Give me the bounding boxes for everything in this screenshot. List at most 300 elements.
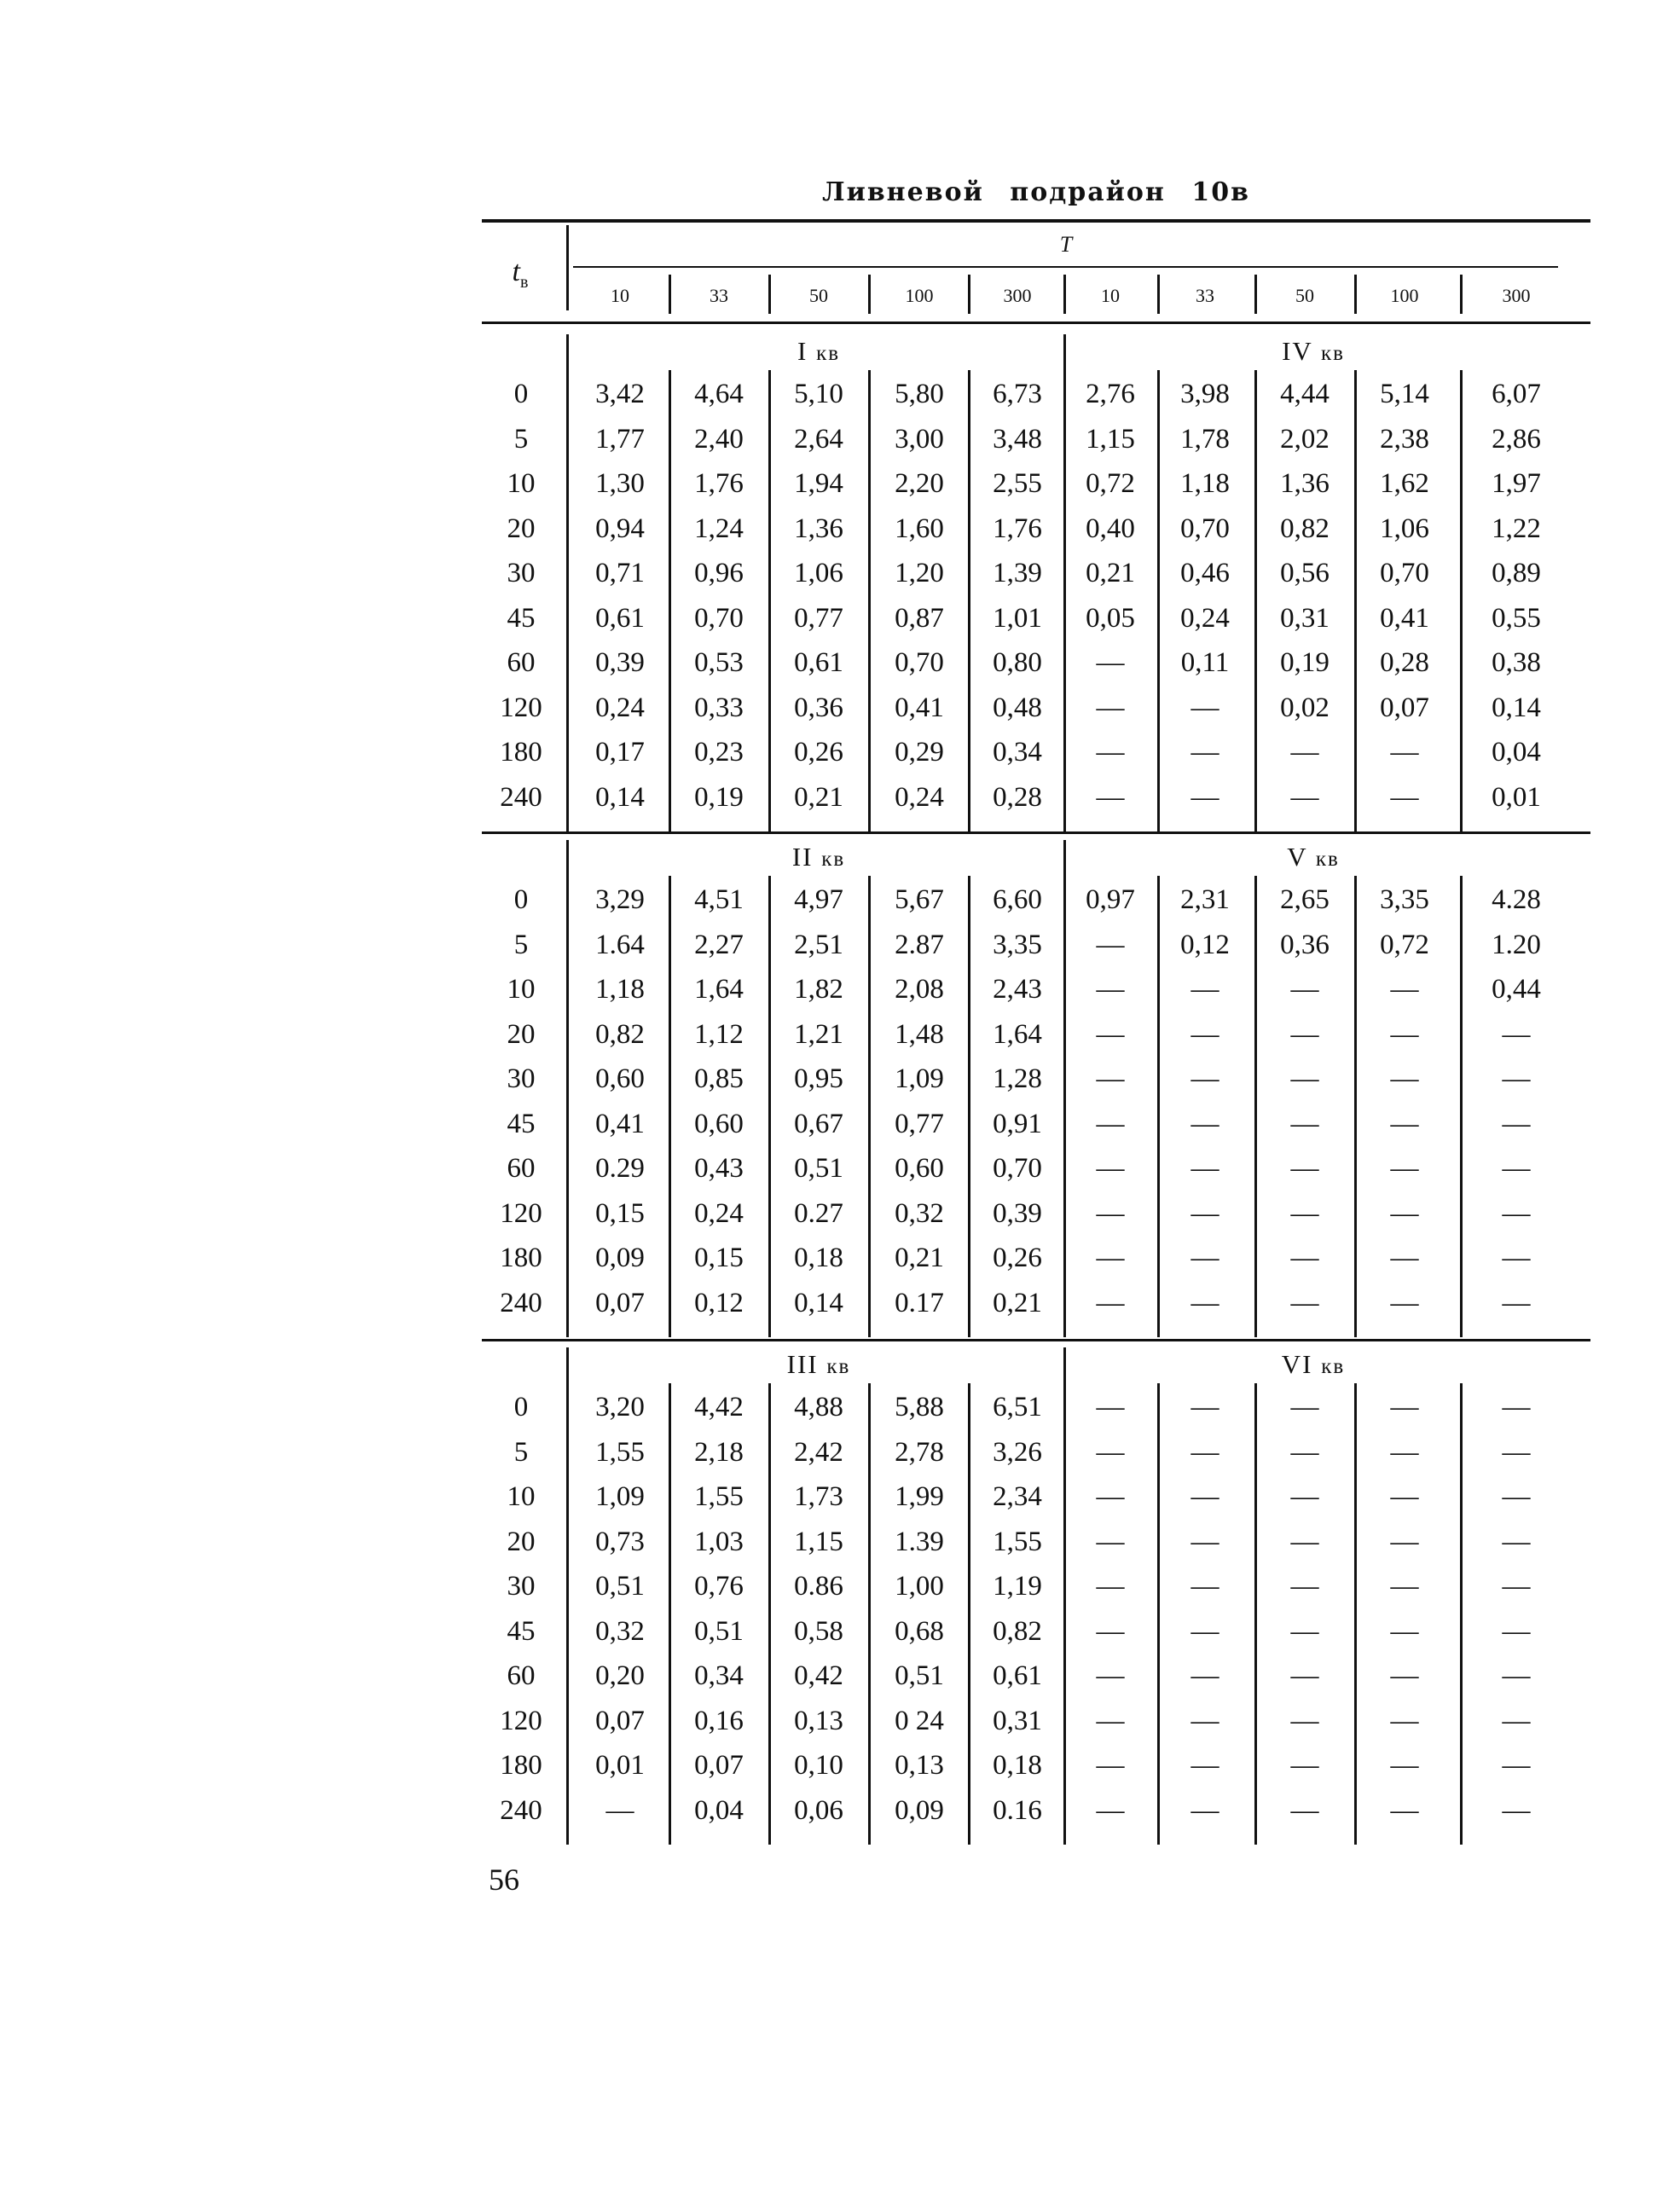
table-cell: —: [1096, 1705, 1125, 1736]
table-cell: —: [1502, 1153, 1531, 1184]
table-cell: 1,39: [993, 558, 1042, 588]
table-cell: —: [1096, 781, 1125, 813]
table-cell: 3,29: [595, 884, 645, 915]
table-cell: 0,06: [794, 1794, 843, 1826]
table-cell: —: [1390, 1197, 1419, 1229]
table-cell: 0,07: [694, 1750, 744, 1781]
table-cell: —: [1290, 1153, 1319, 1184]
table-cell: 0,77: [895, 1108, 944, 1139]
table-cell: 0,76: [694, 1571, 744, 1602]
table-cell: —: [1096, 1197, 1125, 1229]
table-cell: 0,48: [993, 692, 1042, 723]
table-cell: —: [1096, 1481, 1125, 1512]
table-cell: —: [1190, 1571, 1219, 1602]
table-cell: 6,73: [993, 379, 1042, 409]
table-cell: —: [1502, 1243, 1531, 1273]
t-value: 10: [507, 468, 536, 499]
table-cell: —: [1290, 1615, 1319, 1647]
t-group-label: T: [1059, 232, 1073, 257]
table-cell: —: [1096, 1392, 1125, 1422]
table-cell: 6,51: [993, 1392, 1042, 1422]
table-cell: 4,64: [694, 379, 744, 409]
header-col-5: 10: [1101, 285, 1120, 306]
table-cell: 0,80: [993, 647, 1042, 678]
table-cell: 0,60: [595, 1063, 645, 1094]
table-cell: —: [1502, 1392, 1531, 1422]
table-cell: 2,65: [1280, 884, 1330, 915]
table-cell: 0,34: [694, 1660, 744, 1691]
table-cell: 0,40: [1086, 513, 1135, 544]
table-cell: 0,18: [993, 1750, 1042, 1781]
table-cell: 0,31: [1280, 602, 1330, 634]
table-cell: 1,55: [595, 1436, 645, 1468]
table-cell: 0,70: [895, 647, 944, 678]
table-cell: —: [1190, 974, 1219, 1005]
table-cell: 3,42: [595, 379, 645, 409]
table-cell: 0,51: [895, 1660, 944, 1691]
section-rule: [482, 1339, 1590, 1341]
table-cell: 0,70: [1180, 513, 1230, 544]
table-cell: —: [1290, 1287, 1319, 1318]
table-cell: 0,09: [595, 1243, 645, 1273]
table-cell: 2.87: [895, 929, 944, 960]
table-cell: —: [1502, 1063, 1531, 1094]
table-cell: —: [1190, 781, 1219, 813]
table-cell: —: [1290, 974, 1319, 1005]
t-value: 20: [507, 513, 536, 544]
table-cell: 0,95: [794, 1063, 843, 1094]
table-cell: 0,39: [993, 1197, 1042, 1229]
t-value: 120: [500, 1705, 542, 1736]
table-cell: —: [1190, 1243, 1219, 1273]
table-cell: —: [1290, 1436, 1319, 1468]
table-cell: —: [1190, 1660, 1219, 1691]
header-col-divider: [1157, 275, 1160, 314]
table-cell: 3,35: [993, 929, 1042, 960]
table-cell: —: [1096, 1794, 1125, 1826]
table-cell: 0,28: [1380, 647, 1429, 678]
table-cell: —: [1190, 1392, 1219, 1422]
table-cell: 0,21: [1086, 558, 1135, 588]
table-cell: —: [1390, 781, 1419, 813]
table-cell: —: [1290, 1481, 1319, 1512]
table-cell: 0,89: [1492, 558, 1541, 588]
table-cell: 3,26: [993, 1436, 1042, 1468]
table-cell: —: [1502, 1571, 1531, 1602]
table-cell: —: [1096, 929, 1125, 960]
table-cell: —: [1390, 1243, 1419, 1273]
page-title: Ливневой подрайон 10в: [822, 177, 1250, 207]
table-cell: —: [1390, 1660, 1419, 1691]
table-cell: 0,56: [1280, 558, 1330, 588]
t-value: 120: [500, 692, 542, 723]
table-cell: 0,60: [895, 1153, 944, 1184]
table-cell: 0,01: [595, 1750, 645, 1781]
table-cell: 0,67: [794, 1108, 843, 1139]
table-cell: —: [1290, 1526, 1319, 1557]
t-value: 20: [507, 1526, 536, 1557]
table-cell: 0,87: [895, 602, 944, 634]
table-cell: —: [1096, 1660, 1125, 1691]
table-cell: 0,33: [694, 692, 744, 723]
t-value: 240: [500, 781, 542, 813]
table-cell: —: [1190, 1197, 1219, 1229]
table-cell: 0,14: [794, 1287, 843, 1318]
table-cell: 1,64: [993, 1018, 1042, 1050]
section-divider: [566, 1347, 569, 1845]
table-cell: —: [1096, 692, 1125, 723]
t-value: 5: [513, 423, 529, 455]
table-cell: 1,28: [993, 1063, 1042, 1094]
table-cell: —: [1096, 1153, 1125, 1184]
table-cell: 0,28: [993, 781, 1042, 813]
table-cell: 0,24: [694, 1197, 744, 1229]
table-top-rule: [482, 219, 1590, 223]
table-cell: 1,82: [794, 974, 843, 1005]
table-cell: —: [1390, 1018, 1419, 1050]
table-cell: —: [1190, 1287, 1219, 1318]
table-cell: 1,21: [794, 1018, 843, 1050]
table-cell: 0,44: [1492, 974, 1541, 1005]
table-cell: —: [1502, 1526, 1531, 1557]
table-cell: —: [1290, 1705, 1319, 1736]
table-cell: 2,55: [993, 468, 1042, 499]
page-number: 56: [489, 1863, 519, 1897]
header-col-6: 33: [1196, 285, 1214, 306]
table-cell: —: [1290, 1108, 1319, 1139]
table-cell: 1,06: [1380, 513, 1429, 544]
table-cell: 0,36: [1280, 929, 1330, 960]
table-cell: —: [1502, 1436, 1531, 1468]
table-cell: —: [1290, 1018, 1319, 1050]
table-cell: 1,20: [895, 558, 944, 588]
table-cell: 1,94: [794, 468, 843, 499]
table-cell: 1,97: [1492, 468, 1541, 499]
table-cell: —: [605, 1794, 634, 1826]
table-cell: —: [1290, 781, 1319, 813]
table-cell: 0,26: [794, 737, 843, 768]
table-cell: —: [1390, 1615, 1419, 1647]
t-value: 10: [507, 974, 536, 1005]
table-cell: 1,15: [794, 1526, 843, 1557]
table-cell: 2,40: [694, 423, 744, 455]
table-cell: 1,03: [694, 1526, 744, 1557]
table-cell: 2,78: [895, 1436, 944, 1468]
table-cell: —: [1190, 1526, 1219, 1557]
table-cell: 0,77: [794, 602, 843, 634]
table-cell: 4,97: [794, 884, 843, 915]
table-cell: —: [1390, 1705, 1419, 1736]
table-cell: 1,18: [1180, 468, 1230, 499]
table-cell: 1,73: [794, 1481, 843, 1512]
table-cell: 2,51: [794, 929, 843, 960]
t-value: 45: [507, 1615, 536, 1647]
table-cell: 1,76: [993, 513, 1042, 544]
table-cell: —: [1190, 737, 1219, 768]
table-cell: —: [1290, 1660, 1319, 1691]
table-cell: 2,18: [694, 1436, 744, 1468]
section-label: V кв: [1287, 842, 1340, 872]
table-cell: 0,19: [1280, 647, 1330, 678]
table-cell: 0,07: [595, 1705, 645, 1736]
table-cell: 4,51: [694, 884, 744, 915]
table-cell: 5,88: [895, 1392, 944, 1422]
col-divider: [1460, 1383, 1463, 1845]
header-col-8: 100: [1390, 285, 1419, 306]
t-value: 10: [507, 1481, 536, 1512]
table-cell: 0,13: [895, 1750, 944, 1781]
table-cell: —: [1290, 1750, 1319, 1781]
table-cell: 3,00: [895, 423, 944, 455]
table-cell: —: [1390, 1392, 1419, 1422]
table-cell: 2,38: [1380, 423, 1429, 455]
table-cell: 0,36: [794, 692, 843, 723]
table-cell: 0,34: [993, 737, 1042, 768]
header-col-9: 300: [1502, 285, 1531, 306]
table-cell: —: [1390, 1750, 1419, 1781]
header-col-divider: [1460, 275, 1463, 314]
table-cell: 2,86: [1492, 423, 1541, 455]
table-cell: 0,14: [1492, 692, 1541, 723]
table-cell: 4,88: [794, 1392, 843, 1422]
t-value: 45: [507, 602, 536, 634]
table-cell: 0,51: [794, 1153, 843, 1184]
table-cell: 0,41: [595, 1108, 645, 1139]
table-cell: —: [1502, 1615, 1531, 1647]
table-cell: 1,01: [993, 602, 1042, 634]
header-col-divider: [1354, 275, 1357, 314]
table-cell: —: [1502, 1705, 1531, 1736]
table-cell: 1,06: [794, 558, 843, 588]
table-cell: 2,08: [895, 974, 944, 1005]
table-cell: 0,39: [595, 647, 645, 678]
table-cell: 0,96: [694, 558, 744, 588]
section-rule: [482, 831, 1590, 834]
table-cell: 4,42: [694, 1392, 744, 1422]
table-cell: 5,14: [1380, 379, 1429, 409]
table-cell: 0,01: [1492, 781, 1541, 813]
t-value: 45: [507, 1108, 536, 1139]
table-cell: 0,11: [1180, 647, 1230, 678]
table-cell: 1,36: [794, 513, 843, 544]
table-cell: 2,27: [694, 929, 744, 960]
table-cell: —: [1290, 1571, 1319, 1602]
table-cell: —: [1190, 1018, 1219, 1050]
table-cell: 0.16: [993, 1794, 1042, 1826]
table-cell: 0,41: [1380, 602, 1429, 634]
t-value: 0: [513, 884, 529, 915]
t-value: 180: [500, 1243, 542, 1273]
table-cell: —: [1290, 737, 1319, 768]
table-cell: —: [1096, 1571, 1125, 1602]
table-cell: 0,91: [993, 1108, 1042, 1139]
table-cell: 0,43: [694, 1153, 744, 1184]
table-cell: 0,21: [993, 1287, 1042, 1318]
table-cell: 0,61: [794, 647, 843, 678]
table-cell: 3,20: [595, 1392, 645, 1422]
col-divider: [868, 876, 871, 1337]
table-cell: 0,94: [595, 513, 645, 544]
table-cell: 0,51: [694, 1615, 744, 1647]
table-cell: 1,00: [895, 1571, 944, 1602]
header-divider: [566, 225, 569, 310]
table-cell: 0.86: [794, 1571, 843, 1602]
table-cell: —: [1390, 1526, 1419, 1557]
t-value: 30: [507, 558, 536, 588]
table-cell: 0,24: [595, 692, 645, 723]
table-cell: 0,70: [694, 602, 744, 634]
table-cell: 0.17: [895, 1287, 944, 1318]
table-cell: 0,24: [895, 781, 944, 813]
t-value: 30: [507, 1571, 536, 1602]
table-cell: 0,53: [694, 647, 744, 678]
table-cell: —: [1390, 1794, 1419, 1826]
table-cell: 0,07: [595, 1287, 645, 1318]
table-cell: 1,55: [993, 1526, 1042, 1557]
col-divider: [868, 370, 871, 831]
table-cell: 0,24: [1180, 602, 1230, 634]
table-cell: —: [1390, 737, 1419, 768]
table-cell: 0,07: [1380, 692, 1429, 723]
t-value: 30: [507, 1063, 536, 1094]
table-cell: 0,31: [993, 1705, 1042, 1736]
table-cell: 1,55: [694, 1481, 744, 1512]
table-cell: 0,97: [1086, 884, 1135, 915]
table-cell: 1.64: [595, 929, 645, 960]
table-cell: —: [1190, 1153, 1219, 1184]
section-label: III кв: [786, 1349, 851, 1379]
table-cell: 5,80: [895, 379, 944, 409]
table-cell: 0,18: [794, 1243, 843, 1273]
table-cell: —: [1502, 1481, 1531, 1512]
table-cell: 0,70: [1380, 558, 1429, 588]
table-cell: 1,62: [1380, 468, 1429, 499]
header-col-2: 50: [809, 285, 828, 306]
table-cell: 0,82: [1280, 513, 1330, 544]
t-value: 60: [507, 1660, 536, 1691]
table-cell: —: [1096, 1063, 1125, 1094]
table-cell: —: [1390, 1436, 1419, 1468]
table-cell: 3,98: [1180, 379, 1230, 409]
table-cell: 0,17: [595, 737, 645, 768]
table-cell: 0,32: [895, 1197, 944, 1229]
t-value: 240: [500, 1794, 542, 1826]
table-cell: 0,21: [895, 1243, 944, 1273]
t-value: 180: [500, 737, 542, 768]
table-cell: —: [1190, 1615, 1219, 1647]
header-col-0: 10: [611, 285, 629, 306]
table-cell: 0,14: [595, 781, 645, 813]
table-cell: 0,20: [595, 1660, 645, 1691]
table-cell: 4.28: [1492, 884, 1541, 915]
table-cell: —: [1190, 1436, 1219, 1468]
table-cell: 0,72: [1086, 468, 1135, 499]
t-value: 5: [513, 929, 529, 960]
table-cell: 1,77: [595, 423, 645, 455]
table-cell: 0,71: [595, 558, 645, 588]
table-cell: —: [1502, 1108, 1531, 1139]
header-col-3: 100: [905, 285, 934, 306]
table-cell: 1,36: [1280, 468, 1330, 499]
table-cell: 1,48: [895, 1018, 944, 1050]
table-cell: 6,07: [1492, 379, 1541, 409]
col-divider: [868, 1383, 871, 1845]
table-cell: —: [1390, 1481, 1419, 1512]
header-col-7: 50: [1295, 285, 1314, 306]
table-cell: —: [1190, 1108, 1219, 1139]
table-cell: —: [1096, 974, 1125, 1005]
section-label: IV кв: [1282, 336, 1345, 366]
t-value: 180: [500, 1750, 542, 1781]
table-cell: 0,05: [1086, 602, 1135, 634]
table-cell: 1.20: [1492, 929, 1541, 960]
t-value: 120: [500, 1197, 542, 1229]
table-cell: —: [1390, 1153, 1419, 1184]
table-cell: 1.39: [895, 1526, 944, 1557]
t-value: 20: [507, 1018, 536, 1050]
table-cell: 1,78: [1180, 423, 1230, 455]
table-cell: 0,02: [1280, 692, 1330, 723]
table-cell: 1,18: [595, 974, 645, 1005]
table-cell: 0,73: [595, 1526, 645, 1557]
header-col-divider: [1254, 275, 1257, 314]
table-cell: 1,22: [1492, 513, 1541, 544]
table-cell: 1,15: [1086, 423, 1135, 455]
table-cell: 0,29: [895, 737, 944, 768]
table-cell: 0,61: [595, 602, 645, 634]
table-cell: 0,72: [1380, 929, 1429, 960]
table-cell: 0,13: [794, 1705, 843, 1736]
section-label: I кв: [797, 336, 841, 366]
table-cell: —: [1390, 1063, 1419, 1094]
table-cell: 1,60: [895, 513, 944, 544]
header-col-divider: [1063, 275, 1066, 314]
table-cell: 0,15: [694, 1243, 744, 1273]
table-cell: —: [1390, 1108, 1419, 1139]
table-cell: 0,46: [1180, 558, 1230, 588]
table-cell: 0,23: [694, 737, 744, 768]
table-cell: —: [1190, 1481, 1219, 1512]
table-cell: 0,15: [595, 1197, 645, 1229]
table-cell: 2,76: [1086, 379, 1135, 409]
table-cell: —: [1390, 974, 1419, 1005]
table-cell: 1,99: [895, 1481, 944, 1512]
t-value: 5: [513, 1436, 529, 1468]
table-cell: 0,16: [694, 1705, 744, 1736]
table-cell: —: [1502, 1197, 1531, 1229]
table-cell: 0,60: [694, 1108, 744, 1139]
table-cell: —: [1290, 1243, 1319, 1273]
t-value: 60: [507, 1153, 536, 1184]
section-divider: [566, 334, 569, 831]
table-cell: 2,42: [794, 1436, 843, 1468]
table-cell: —: [1502, 1660, 1531, 1691]
section-divider: [566, 840, 569, 1337]
table-cell: 1,30: [595, 468, 645, 499]
section-label: VI кв: [1281, 1349, 1346, 1379]
table-cell: —: [1190, 1063, 1219, 1094]
table-cell: —: [1502, 1018, 1531, 1050]
table-cell: 1,64: [694, 974, 744, 1005]
table-cell: 0,51: [595, 1571, 645, 1602]
table-cell: 0.29: [595, 1153, 645, 1184]
table-cell: 0,32: [595, 1615, 645, 1647]
table-cell: —: [1096, 647, 1125, 678]
table-cell: 0,04: [1492, 737, 1541, 768]
table-cell: 0,09: [895, 1794, 944, 1826]
table-cell: 0,82: [993, 1615, 1042, 1647]
t-value: 0: [513, 379, 529, 409]
